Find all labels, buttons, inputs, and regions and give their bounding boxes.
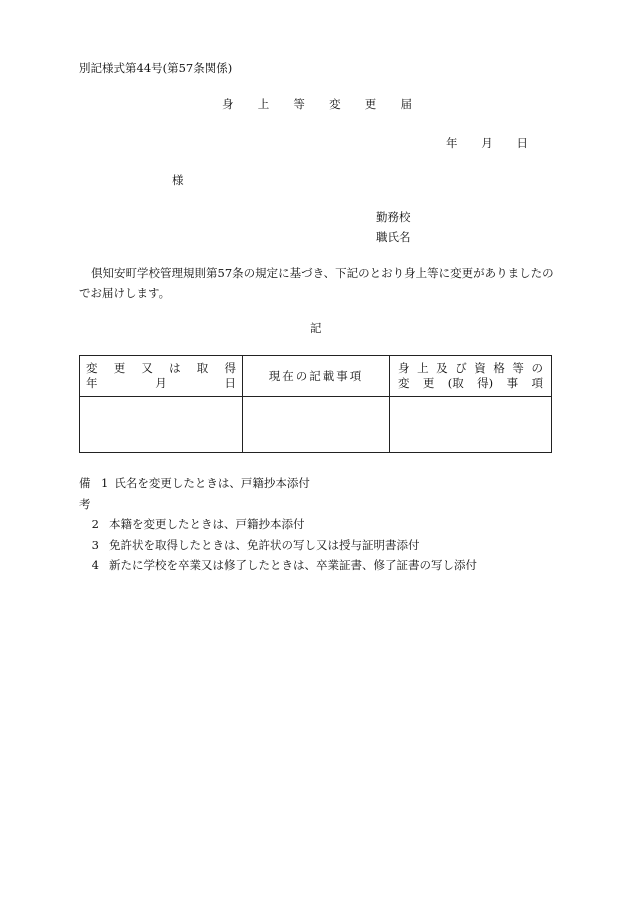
- title-char: 等: [293, 97, 305, 111]
- table-row: [80, 397, 552, 453]
- cell-current-entry[interactable]: [243, 397, 390, 453]
- header-change-details: [390, 356, 552, 397]
- notes-prefix: 備考: [79, 476, 91, 511]
- header-line: 年 月 日: [86, 376, 236, 390]
- change-table: [79, 355, 552, 453]
- note-item: [79, 535, 477, 556]
- header-current-entry: 現在の記載事項: [243, 356, 390, 397]
- body-text: 倶知安町学校管理規則第57条の規定に基づき、下記のとおり身上等に変更がありましたのでお届けします。: [79, 266, 554, 300]
- header-line: 変 更 (取 得) 事 項: [398, 376, 543, 390]
- date-month: 月: [481, 136, 493, 150]
- note-number: 1: [101, 476, 109, 490]
- form-number: 別記様式第44号(第57条関係): [79, 61, 233, 75]
- note-text: 氏名を変更したときは、戸籍抄本添付: [114, 476, 310, 490]
- title-char: 上: [257, 97, 270, 111]
- table-header-row: [80, 356, 552, 397]
- title-char: 変: [329, 97, 341, 111]
- date-day: 日: [516, 136, 528, 150]
- note-item: [79, 555, 477, 576]
- header-line: 身 上 及 び 資 格 等 の: [398, 361, 543, 375]
- name-label: 職氏名: [376, 230, 411, 244]
- note-number: 2: [91, 517, 99, 531]
- header-line: 変 更 又 は 取 得: [86, 361, 236, 375]
- notes-section: [79, 473, 477, 576]
- ki-label: 記: [310, 321, 322, 335]
- note-item: [79, 514, 477, 535]
- addressee-suffix: 様: [172, 173, 184, 187]
- school-label: 勤務校: [376, 210, 411, 224]
- note-text: 新たに学校を卒業又は修了したときは、卒業証書、修了証書の写し添付: [109, 558, 477, 572]
- title-char: 更: [364, 97, 377, 111]
- header-change-date: [80, 356, 243, 397]
- note-text: 免許状を取得したときは、免許状の写し又は授与証明書添付: [109, 537, 420, 552]
- title-char: 届: [400, 97, 412, 111]
- date-line: [446, 135, 528, 151]
- note-number: 4: [91, 558, 99, 572]
- note-number: 3: [91, 537, 99, 552]
- document-title: [222, 96, 412, 112]
- title-char: 身: [222, 97, 234, 111]
- note-text: 本籍を変更したときは、戸籍抄本添付: [109, 517, 305, 531]
- cell-change-details[interactable]: [390, 397, 552, 453]
- note-item: [79, 473, 477, 514]
- date-year: 年: [446, 136, 458, 150]
- cell-change-date[interactable]: [80, 397, 243, 453]
